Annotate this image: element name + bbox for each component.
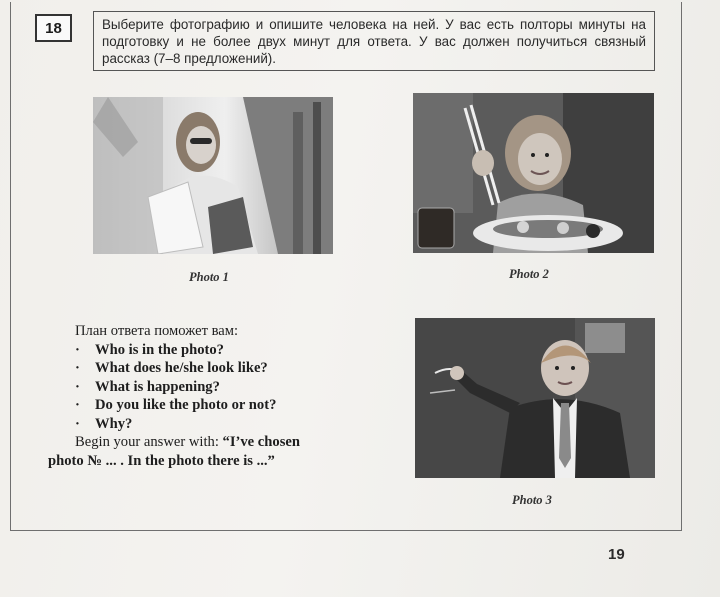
plan-item: · What is happening? [75, 378, 220, 395]
task-number: 18 [35, 14, 72, 42]
begin-instruction-line-2: photo № ... . In the photo there is ...” [48, 452, 275, 469]
plan-title: План ответа поможет вам: [75, 323, 239, 339]
photo-3-caption: Photo 3 [512, 493, 552, 507]
photo-1[interactable] [93, 97, 333, 254]
plan-item: · Why? [75, 415, 133, 432]
plan-item: · What does he/she look like? [75, 360, 268, 376]
begin-instruction: Begin your answer with: “I’ve chosen [75, 434, 300, 450]
page-number: 19 [608, 546, 625, 563]
photo-1-caption: Photo 1 [189, 270, 229, 284]
bullet-icon: · [75, 360, 80, 376]
plan-item: · Who is in the photo? [75, 341, 224, 358]
photo-2-caption: Photo 2 [509, 267, 549, 281]
photo-2[interactable] [413, 93, 654, 253]
answer-plan [48, 322, 408, 470]
photo-3[interactable] [415, 318, 655, 478]
bullet-icon: · [75, 341, 80, 358]
bullet-icon: · [75, 397, 80, 413]
bullet-icon: · [75, 378, 80, 395]
boy-at-chalkboard-photo [415, 318, 655, 478]
plan-list [48, 341, 408, 434]
woman-shopping-bags-photo [93, 97, 333, 254]
girl-chopsticks-sushi-photo [413, 93, 654, 253]
plan-item: · Do you like the photo or not? [75, 397, 277, 413]
bullet-icon: · [75, 415, 80, 432]
task-instruction: Выберите фотографию и опишите человека на ней. У вас есть полторы минуты на подготовку и не более двух минут для ответа. У вас должен получиться связный рассказ (7–8 предложений). [93, 11, 655, 71]
